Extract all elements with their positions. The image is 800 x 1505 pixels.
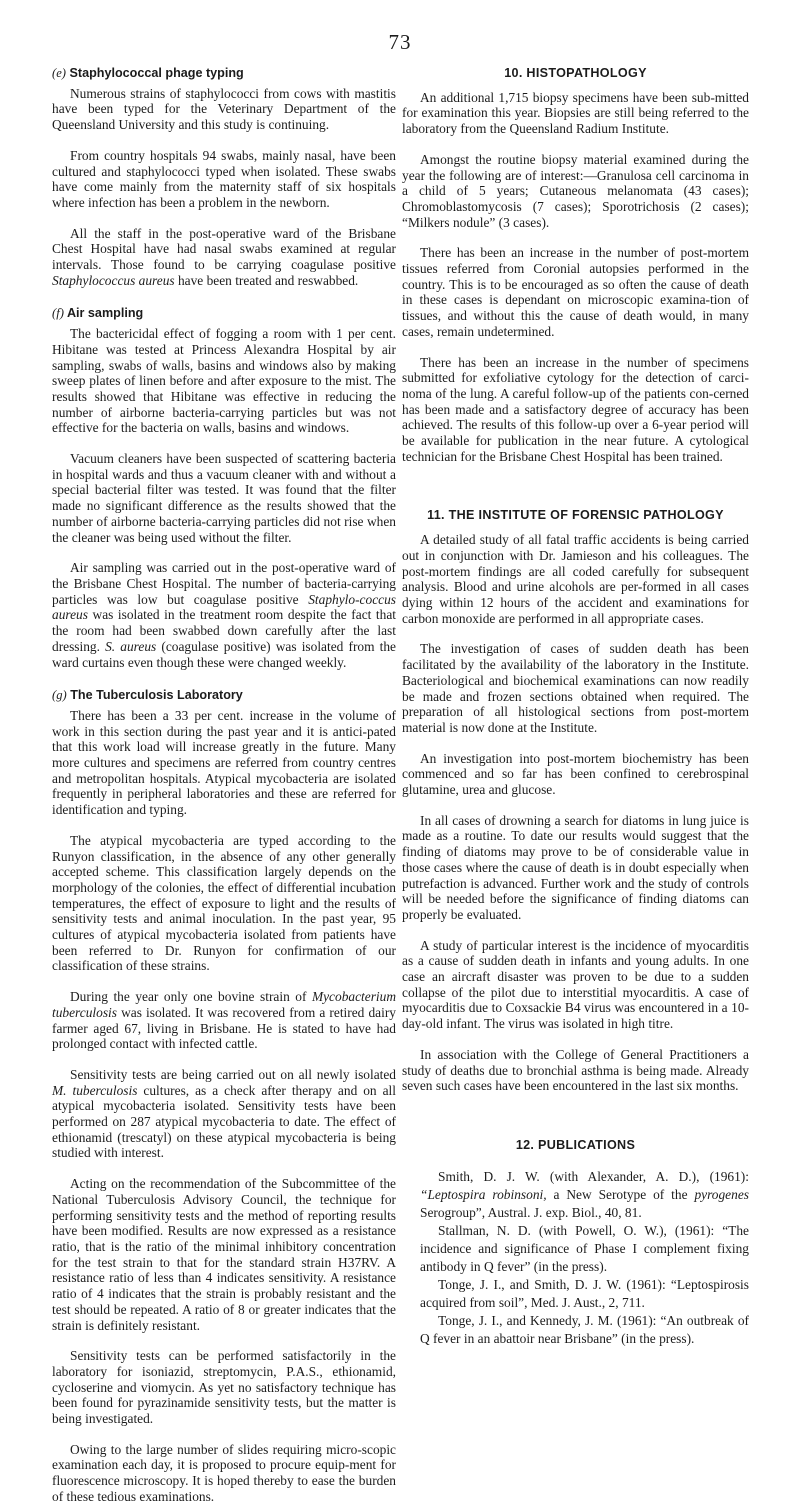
right-column bbox=[402, 66, 749, 1348]
publication-item: Tonge, J. I., and Smith, D. J. W. (1961): “Leptospirosis acquired from soil”, Med. J. Aust., 2, 711. bbox=[420, 1276, 749, 1310]
paragraph: In all cases of drowning a search for diatoms in lung juice is made as a routine. To date our results would suggest that the finding of diatoms may prove to be of considerable value in those cases where the cause of death is in doubt especially when putrefaction is advanced. Further work and the study of controls will be needed before the significance of finding diatoms can properly be evaluated. bbox=[402, 812, 749, 922]
paragraph: Sensitivity tests can be performed satisfactorily in the laboratory for isoniazid, streptomycin, P.A.S., ethionamid, cycloserine and viomycin. As yet no satisfactory technique has been found for pyrazinamide sensitivity tests, but the matter is being investigated. bbox=[52, 1348, 396, 1427]
paragraph: There has been an increase in the number of specimens submitted for exfoliative cytology for the detection of carci-noma of the lung. A careful follow-up of the patients con-cerned has been made and a satisfactory degree of accuracy has been achieved. The results of this follow-up over a 6-year period will be available for publication in the near future. A cytological technician for the Brisbane Chest Hospital has been trained. bbox=[402, 354, 749, 464]
paragraph: From country hospitals 94 swabs, mainly nasal, have been cultured and staphylococci typed when isolated. These swabs have come mainly from the maternity staff of six hospitals where infection has been a problem in the newborn. bbox=[52, 147, 396, 210]
section-e-heading: (e) Staphylococcal phage typing bbox=[52, 66, 244, 80]
paragraph: An additional 1,715 biopsy specimens have been sub-mitted for examination this year. Biopsies are still being referred to the laboratory from the Queensland Radium Institute. bbox=[402, 89, 749, 137]
paragraph: There has been an increase in the number of post-mortem tissues referred from Coronial autopsies performed in the country. This is to be encouraged as so often the cause of death in these cases is dependant on microscopic examina-tion of tissues, and without this the cause of death would, in many cases, remain undetermined. bbox=[402, 245, 749, 339]
page-number: 73 bbox=[388, 30, 412, 54]
paragraph: An investigation into post-mortem biochemistry has been commenced and so far has been confined to cerebrospinal glutamine, urea and glucose. bbox=[402, 750, 749, 798]
paragraph: The atypical mycobacteria are typed according to the Runyon classification, in the absence of any other generally accepted scheme. This classification largely depends on the morphology of the colonies, the effect of differential incubation temperatures, the effect of exposure to light and the results of sensitivity tests and animal inoculation. In the past year, 95 cultures of atypical mycobacteria isolated from patients have been referred to Dr. Runyon for confirmation of our classification of these strains. bbox=[52, 832, 396, 974]
paragraph: Numerous strains of staphylococci from cows with mastitis have been typed for the Veterinary Department of the Queensland University and this study is continuing. bbox=[52, 85, 396, 133]
paragraph: A detailed study of all fatal traffic accidents is being carried out in conjunction with Dr. Jamieson and his colleagues. The post-mortem findings are all coded carefully for subsequent analysis. Blood and urine alcohols are per-formed in all cases dying within 12 hours of the accident and examinations for carbon monoxide are performed in all appropriate cases. bbox=[402, 532, 749, 626]
publication-item: Smith, D. J. W. (with Alexander, A. D.), (1961): “Leptospira robinsoni, a New Serotype of the pyrogenes Serogroup”, Austral. J. exp. Biol., 40, 81. bbox=[420, 1168, 749, 1220]
publication-item: Stallman, N. D. (with Powell, O. W.), (1961): “The incidence and significance of Phase I complement fixing antibody in Q fever” (in the press). bbox=[420, 1222, 749, 1274]
paragraph: In association with the College of General Practitioners a study of deaths due to bronchial asthma is being made. Already seven such cases have been encountered in the last six months. bbox=[402, 1046, 749, 1094]
paragraph: During the year only one bovine strain of Mycobacterium tuberculosis was isolated. It was recovered from a retired dairy farmer aged 67, living in Brisbane. He is stated to have had prolonged contact with infected cattle. bbox=[52, 989, 396, 1052]
paragraph: Sensitivity tests are being carried out on all newly isolated M. tuberculosis cultures, as a check after therapy and on all atypical mycobacteria isolated. Sensitivity tests have been performed on 287 atypical mycobacteria to date. The effect of ethionamid (trescatyl) on these atypical mycobacteria is being studied with interest. bbox=[52, 1066, 396, 1161]
paragraph: A study of particular interest is the incidence of myocarditis as a cause of sudden death in infants and young adults. In one case an aircraft disaster was proven to be due to a sudden collapse of the pilot due to interstitial myocarditis. A case of myocarditis due to Coxsackie B4 virus was encountered in a 10-day-old infant. The virus was isolated in high titre. bbox=[402, 937, 749, 1032]
paragraph: The investigation of cases of sudden death has been facilitated by the availability of the laboratory in the Institute. Bacteriological and biochemical examinations can now readily be made and frozen sections obtained when required. The preparation of all histological sections from post-mortem material is now done at the Institute. bbox=[402, 641, 749, 735]
paragraph: Amongst the routine biopsy material examined during the year the following are of interest:—Granulosa cell carcinoma in a child of 5 years; Cutaneous melanomata (43 cases); Chromoblastomycosis (7 cases); Sporotrichosis (2 cases); “Milkers nodule” (3 cases). bbox=[402, 151, 749, 230]
section-12-heading: 12. PUBLICATIONS bbox=[515, 1137, 636, 1152]
left-column bbox=[52, 66, 396, 1505]
paragraph: Air sampling was carried out in the post-operative ward of the Brisbane Chest Hospital. The number of bacteria-carrying particles was low but coagulase positive Staphylo-coccus aureus was isolated in the treatment room despite the fact that the room had been swabbed down carefully after the last dressing. S. aureus (coagulase positive) was isolated from the ward curtains even though these were changed weekly. bbox=[52, 560, 396, 670]
paragraph: Acting on the recommendation of the Subcommittee of the National Tuberculosis Advisory Council, the technique for performing sensitivity tests and the method of reporting results have been modified. Results are now expressed as a resistance ratio, that is the ratio of the minimal inhibitory concentration for the test strain to that for the standard strain H37RV. A resistance ratio of less than 4 indicates sensitivity. A resistance ratio of 4 indicates that the strain is probably resistant and the test should be repeated. A ratio of 8 or greater indicates that the strain is definitely resistant. bbox=[52, 1176, 396, 1333]
section-11-heading: 11. THE INSTITUTE OF FORENSIC PATHOLOGY bbox=[427, 508, 724, 523]
paragraph: Vacuum cleaners have been suspected of scattering bacteria in hospital wards and thus a vacuum cleaner with and without a special bacterial filter was tested. It was found that the filter made no significant difference as the results showed that the number of airborne bacteria-carrying particles did not rise when the cleaner was being used without the filter. bbox=[52, 451, 396, 545]
paragraph: The bactericidal effect of fogging a room with 1 per cent. Hibitane was tested at Princess Alexandra Hospital by air sampling, swabs of walls, basins and windows also by making sweep plates of linen before and after exposure to the mist. The results showed that Hibitane was effective in reducing the number of airborne bacteria-carrying particles but was not effective for the bacteria on walls, basins and windows. bbox=[52, 326, 396, 436]
section-g-heading: (g) The Tuberculosis Laboratory bbox=[52, 688, 243, 703]
section-f-heading: (f) Air sampling bbox=[52, 306, 144, 321]
section-10-heading: 10. HISTOPATHOLOGY bbox=[504, 66, 647, 80]
paragraph: All the staff in the post-operative ward of the Brisbane Chest Hospital have had nasal swabs examined at regular intervals. Those found to be carrying coagulase positive Staphylococcus aureus have been treated and reswabbed. bbox=[52, 225, 396, 288]
publication-item: Tonge, J. I., and Kennedy, J. M. (1961): “An outbreak of Q fever in an abattoir near Brisbane” (in the press). bbox=[420, 1312, 749, 1346]
paragraph: Owing to the large number of slides requiring micro-scopic examination each day, it is proposed to procure equip-ment for fluorescence microscopy. It is hoped thereby to ease the burden of these tedious examinations. bbox=[52, 1441, 396, 1504]
paragraph: There has been a 33 per cent. increase in the volume of work in this section during the past year and it is antici-pated that this work load will increase greatly in the future. Many more cultures and specimens are referred from country centres and metropolitan hospitals. Atypical mycobacteria are isolated frequently in peripheral laboratories and these are referred for identification and typing. bbox=[52, 707, 396, 818]
